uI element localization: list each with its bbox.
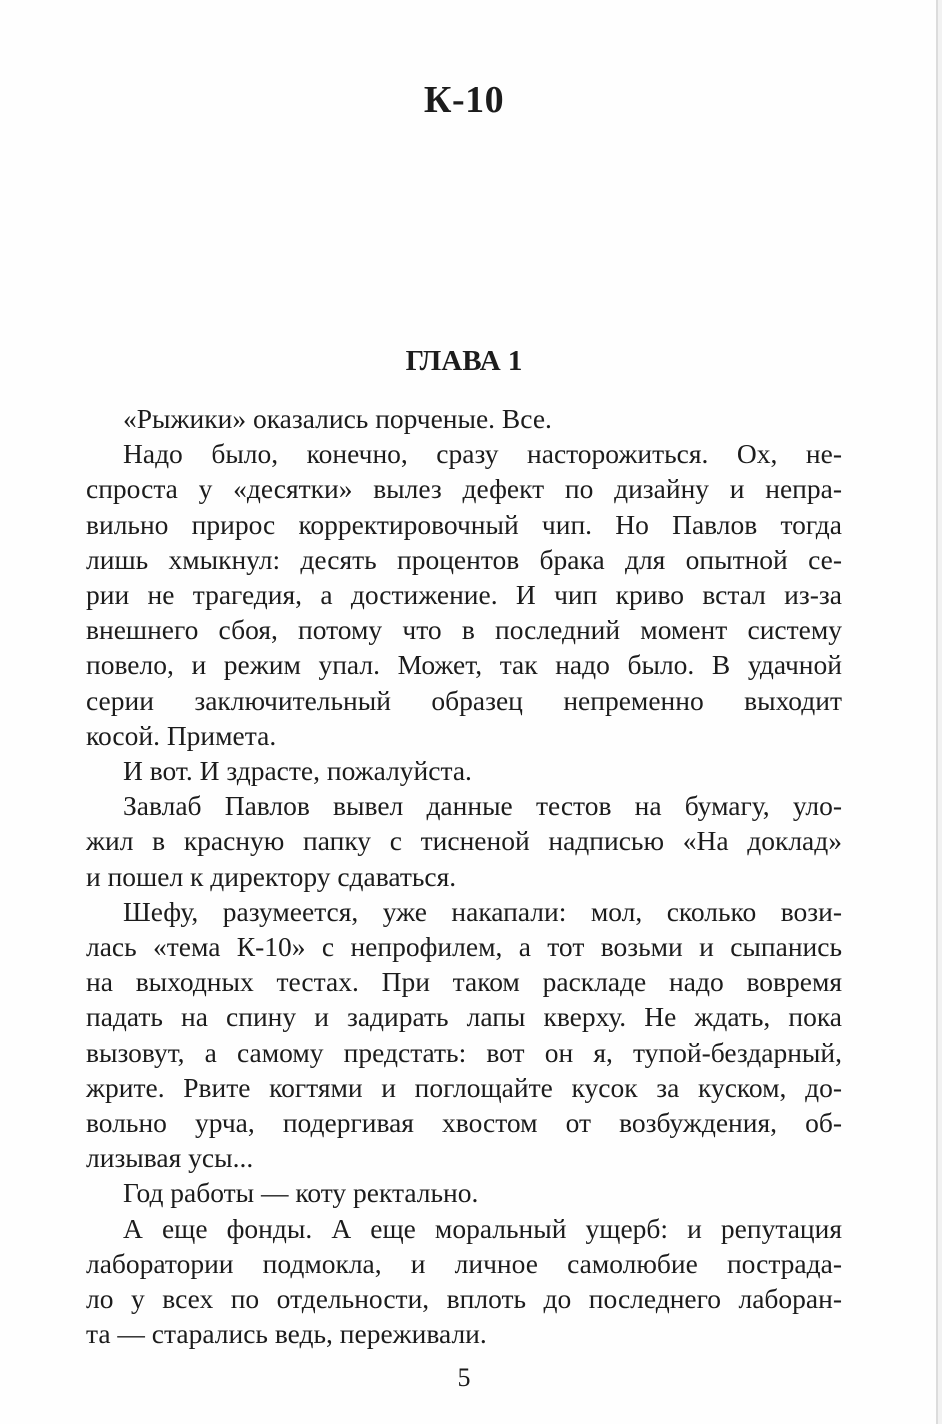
text-line: И вот. И здрасте, пожалуйста. [123, 755, 472, 787]
text-line: повело, и режим упал. Может, так надо было. В удачной [86, 649, 842, 681]
text-line: ло у всех по отдельности, вплоть до последнего лаборан- [86, 1283, 842, 1315]
text-line: спроста у «десятки» вылез дефект по дизайну и непра- [86, 473, 842, 505]
text-line: лаборатории подмокла, и личное самолюбие пострада- [86, 1247, 842, 1279]
text-line: Завлаб Павлов вывел данные тестов на бумагу, уло- [123, 790, 842, 822]
text-line: на выходных тестах. При таком раскладе надо вовремя [86, 966, 842, 998]
text-line: Надо было, конечно, сразу насторожиться. Ох, не- [123, 438, 842, 470]
text-line: лишь хмыкнул: десять процентов брака для опытной се- [86, 543, 842, 575]
text-line: косой. Примета. [86, 719, 277, 751]
text-line: лась «тема К-10» с непрофилем, а тот возьми и сыпанись [86, 931, 842, 963]
chapter-heading: ГЛАВА 1 [405, 345, 523, 377]
text-line: и пошел к директору сдаваться. [86, 860, 457, 892]
text-line: лизывая усы... [86, 1142, 254, 1174]
text-line: вильно прирос корректировочный чип. Но Павлов тогда [86, 508, 842, 540]
text-line: вызовут, а самому предстать: вот он я, тупой-бездарный, [86, 1036, 842, 1068]
text-line: «Рыжики» оказались порченые. Все. [123, 403, 552, 434]
book-title: К-10 [423, 79, 505, 121]
text-line: Шефу, разумеется, уже накапали: мол, сколько вози- [123, 895, 842, 927]
page-edge-margin [938, 0, 942, 1424]
text-line: рии не трагедия, а достижение. И чип криво встал из-за [86, 579, 842, 611]
body-text [86, 401, 842, 1351]
text-line: серии заключительный образец непременно выходит [86, 684, 842, 716]
text-line: внешнего сбоя, потому что в последний момент систему [86, 614, 842, 646]
text-line: жил в красную папку с тисненой надписью «На доклад» [86, 825, 842, 857]
text-line: А еще фонды. А еще моральный ущерб: и репутация [123, 1212, 842, 1244]
page-number: 5 [457, 1363, 471, 1392]
text-line: та — старались ведь, переживали. [86, 1318, 487, 1350]
text-line: вольно урча, подергивая хвостом от возбуждения, об- [86, 1107, 842, 1139]
text-line: падать на спину и задирать лапы кверху. Не ждать, пока [86, 1001, 842, 1033]
text-line: жрите. Рвите когтями и поглощайте кусок за куском, до- [86, 1071, 842, 1103]
text-line: Год работы — коту ректально. [123, 1177, 479, 1209]
